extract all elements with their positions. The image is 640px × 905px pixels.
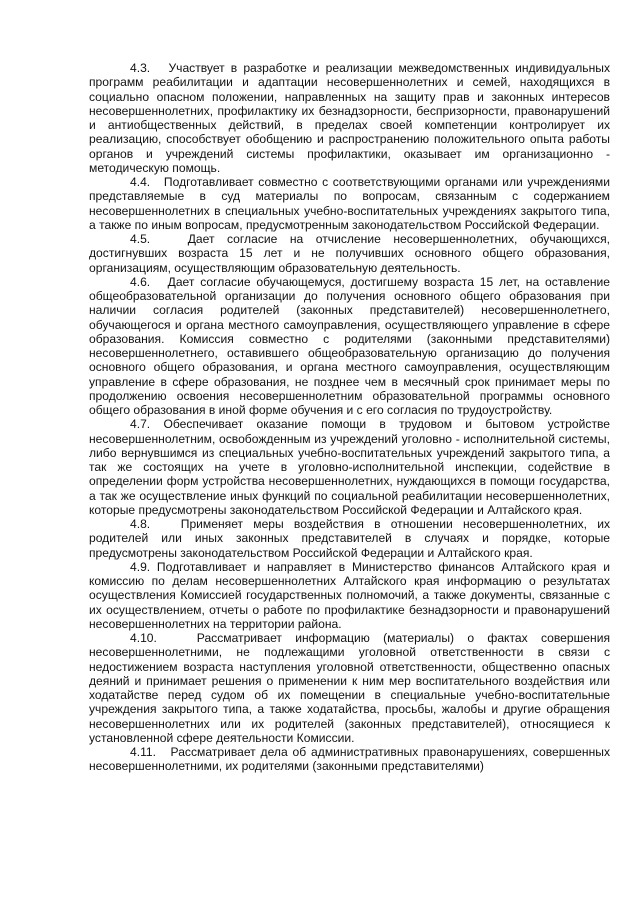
paragraph-4-11: 4.11. Рассматривает дела об административных правонарушениях, совершенных несовершеннолетними, их родителями (законными представителями) xyxy=(89,745,610,774)
document-page xyxy=(89,61,610,774)
paragraph-4-8: 4.8. Применяет меры воздействия в отношении несовершеннолетних, их родителей или иных законных представителей в случаях и порядке, которые предусмотрены законодательством Российской Федерации и Алтайского края. xyxy=(89,517,610,560)
paragraph-4-10: 4.10. Рассматривает информацию (материалы) о фактах совершения несовершеннолетними, не подлежащими уголовной ответственности в связи с недостижением возраста наступления уголовной ответственности, общественно опасных деяний и принимает решения о применении к ним мер воспитательного воздействия или ходатайстве перед судом об их помещении в специальные учебно-воспитательные учреждения закрытого типа, а также ходатайства, просьбы, жалобы и другие обращения несовершеннолетних или их родителей (законных представителей), относящиеся к установленной сфере деятельности Комиссии. xyxy=(89,631,610,745)
paragraph-4-3: 4.3. Участвует в разработке и реализации межведомственных индивидуальных программ реабилитации и адаптации несовершеннолетних и семей, находящихся в социально опасном положении, направленных на защиту прав и законных интересов несовершеннолетних, профилактику их безнадзорности, беспризорности, правонарушений и антиобщественных действий, в пределах своей компетенции контролирует их реализацию, способствует обобщению и распространению положительного опыта работы органов и учреждений системы профилактики, оказывает им организационно - методическую помощь. xyxy=(89,61,610,175)
paragraph-4-4: 4.4. Подготавливает совместно с соответствующими органами или учреждениями представляемые в суд материалы по вопросам, связанным с содержанием несовершеннолетних в специальных учебно-воспитательных учреждениях закрытого типа, а также по иным вопросам, предусмотренным законодательством Российской Федерации. xyxy=(89,175,610,232)
paragraph-4-5: 4.5. Дает согласие на отчисление несовершеннолетних, обучающихся, достигнувших возраста 15 лет и не получивших основного общего образования, организациям, осуществляющим образовательную деятельность. xyxy=(89,232,610,275)
paragraph-4-6: 4.6. Дает согласие обучающемуся, достигшему возраста 15 лет, на оставление общеобразовательной организации до получения основного общего образования при наличии согласия родителей (законных представителей) несовершеннолетнего, обучающегося и органа местного самоуправления, осуществляющего управление в сфере образования. Комиссия совместно с родителями (законными представителями) несовершеннолетнего, оставившего общеобразовательную организацию до получения основного общего образования, и органа местного самоуправления, осуществляющим управление в сфере образования, не позднее чем в месячный срок принимает меры по продолжению освоения несовершеннолетним образовательной программы основного общего образования в иной форме обучения и с его согласия по трудоустройству. xyxy=(89,274,610,417)
paragraph-4-9: 4.9. Подготавливает и направляет в Министерство финансов Алтайского края и комиссию по делам несовершеннолетних Алтайского края информацию о результатах осуществления Комиссией государственных полномочий, а также документы, связанные с их осуществлением, отчеты о работе по профилактике безнадзорности и правонарушений несовершеннолетних на территории района. xyxy=(89,559,610,631)
paragraph-4-7: 4.7. Обеспечивает оказание помощи в трудовом и бытовом устройстве несовершеннолетним, освобожденным из учреждений уголовно - исполнительной системы, либо вернувшимся из специальных учебно-воспитательных учреждений закрытого типа, а так же состоящих на учете в уголовно-исполнительной инспекции, содействие в определении форм устройства несовершеннолетних, нуждающихся в помощи государства, а так же осуществление иных функций по социальной реабилитации несовершеннолетних, которые предусмотрены законодательством Российской Федерации и Алтайского края. xyxy=(89,417,610,517)
